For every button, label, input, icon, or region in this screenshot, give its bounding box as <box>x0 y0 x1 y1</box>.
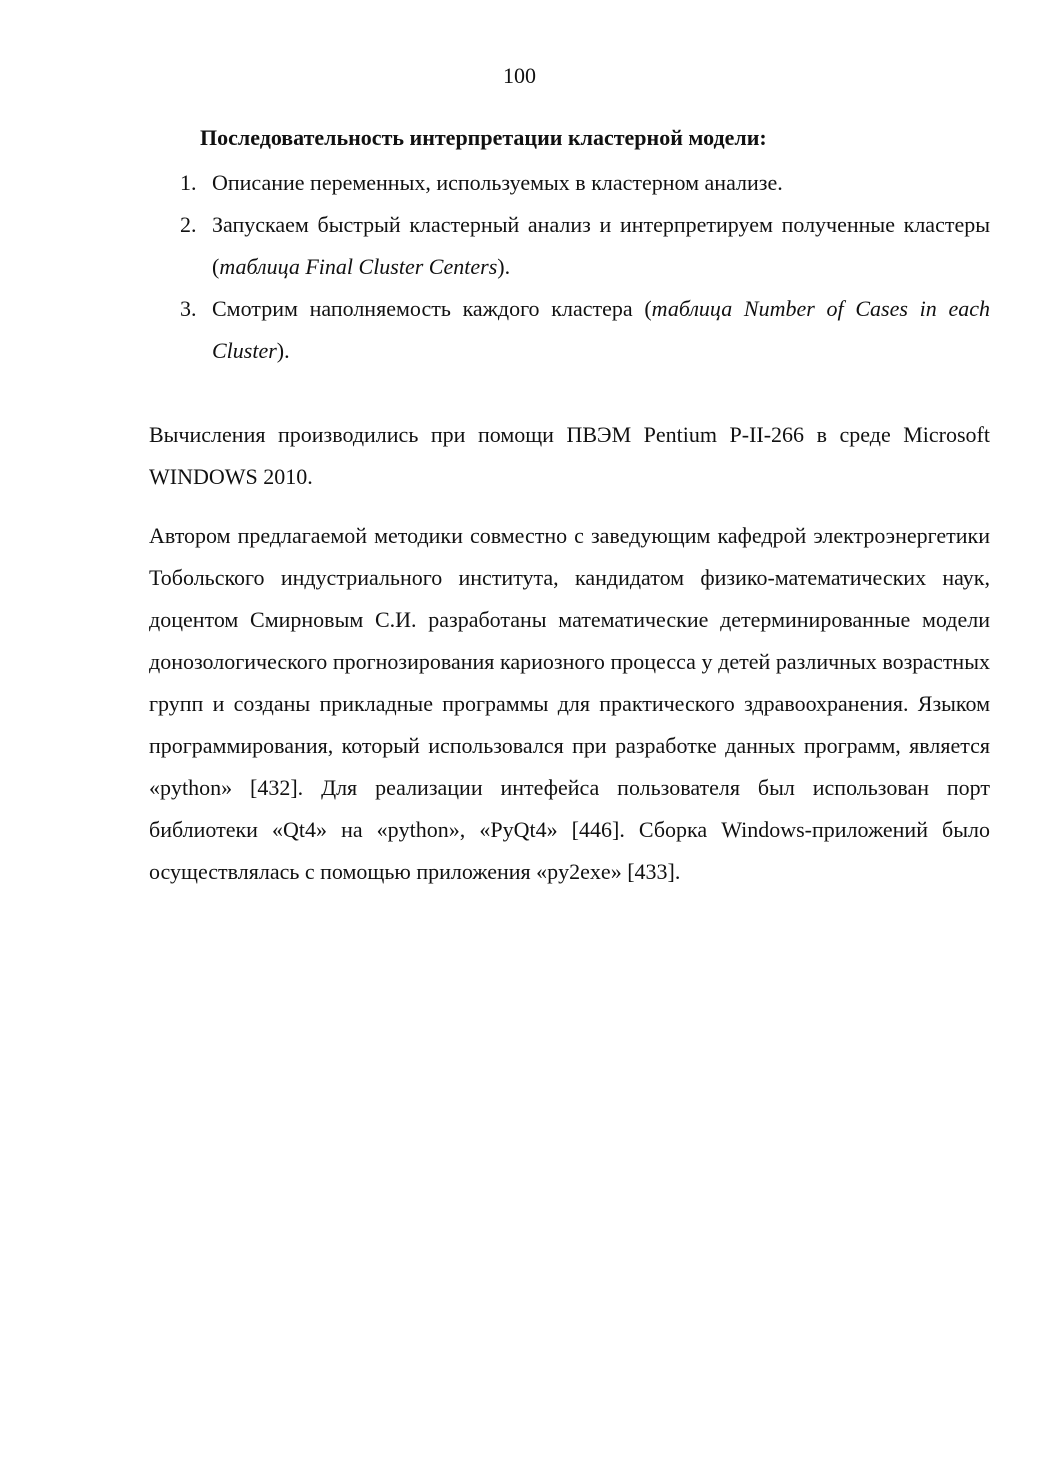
steps-list <box>168 162 990 372</box>
list-item <box>168 204 990 288</box>
list-item-text-italic: таблица Number of Cases in each Cluster <box>212 296 990 363</box>
list-item <box>168 162 990 204</box>
list-item <box>168 288 990 372</box>
list-item-text <box>212 162 990 204</box>
list-item-number: 1. <box>180 170 197 195</box>
paragraph-authors-software: Автором предлагаемой методики совместно с заведующим кафедрой электроэнергетики Тобольского индустриального института, кандидатом физико-математических наук, доцентом Смирновым С.И. разработаны математические детерминированные модели донозологического прогнозирования кариозного процесса у детей различных возрастных групп и созданы прикладные программы для практического здравоохранения. Языком программирования, который использовался при разработке данных программ, является «python» [432]. Для реализации интефейса пользователя был использован порт библиотеки «Qt4» на «python», «PyQt4» [446]. Сборка Windows-приложений было осуществлялась с помощью приложения «py2exe» [433]. <box>149 523 990 884</box>
list-item-text-italic: таблица Final Cluster Centers <box>219 254 498 279</box>
section-heading: Последовательность интерпретации кластерной модели: <box>200 125 767 150</box>
list-item-text-tail: ). <box>276 338 290 363</box>
paragraph-computing-environment: Вычисления производились при помощи ПВЭМ Pentium P-II-266 в среде Microsoft WINDOWS 2010. <box>149 422 990 489</box>
list-item-number: 3. <box>180 296 197 321</box>
list-item-text-plain: Описание переменных, используемых в кластерном анализе. <box>212 170 783 195</box>
page-number: 100 <box>503 63 536 88</box>
list-item-text-plain: Смотрим наполняемость каждого кластера ( <box>212 296 652 321</box>
list-item-text-plain: Запускаем быстрый кластерный анализ и интерпретируем полученные кластеры ( <box>212 212 990 279</box>
list-item-text-tail: ). <box>497 254 511 279</box>
list-item-text <box>212 288 990 372</box>
list-item-number: 2. <box>180 212 197 237</box>
list-item-text <box>212 204 990 288</box>
